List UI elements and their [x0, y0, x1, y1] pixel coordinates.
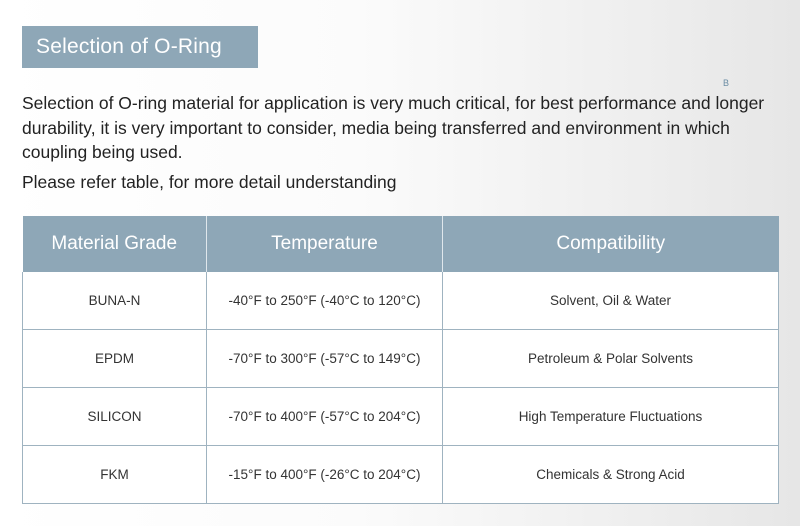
- cell-material: FKM: [23, 446, 207, 504]
- section-title: Selection of O-Ring: [36, 35, 222, 58]
- table-header-row: [23, 216, 779, 272]
- header-material-grade: Material Grade: [23, 216, 207, 272]
- cell-material: SILICON: [23, 388, 207, 446]
- o-ring-table: [22, 216, 779, 504]
- cell-temperature: -70°F to 400°F (-57°C to 204°C): [207, 388, 443, 446]
- cell-material: EPDM: [23, 330, 207, 388]
- table-row: [23, 446, 779, 504]
- intro-paragraph: Selection of O-ring material for application is very much critical, for best performance and longer durability, it is very important to consider, media being transferred and environment in which coupling being used.: [22, 93, 765, 162]
- refer-text: Please refer table, for more detail understanding: [22, 172, 397, 192]
- cell-compatibility: Solvent, Oil & Water: [443, 272, 779, 330]
- table-row: [23, 330, 779, 388]
- section-title-banner: [22, 26, 258, 68]
- cell-compatibility: Petroleum & Polar Solvents: [443, 330, 779, 388]
- table-row: [23, 388, 779, 446]
- cell-temperature: -70°F to 300°F (-57°C to 149°C): [207, 330, 443, 388]
- cell-material: BUNA-N: [23, 272, 207, 330]
- cell-compatibility: Chemicals & Strong Acid: [443, 446, 779, 504]
- header-temperature: Temperature: [207, 216, 443, 272]
- header-compatibility: Compatibility: [443, 216, 779, 272]
- watermark-mark: B: [723, 78, 730, 88]
- cell-temperature: -40°F to 250°F (-40°C to 120°C): [207, 272, 443, 330]
- cell-compatibility: High Temperature Fluctuations: [443, 388, 779, 446]
- cell-temperature: -15°F to 400°F (-26°C to 204°C): [207, 446, 443, 504]
- table-row: [23, 272, 779, 330]
